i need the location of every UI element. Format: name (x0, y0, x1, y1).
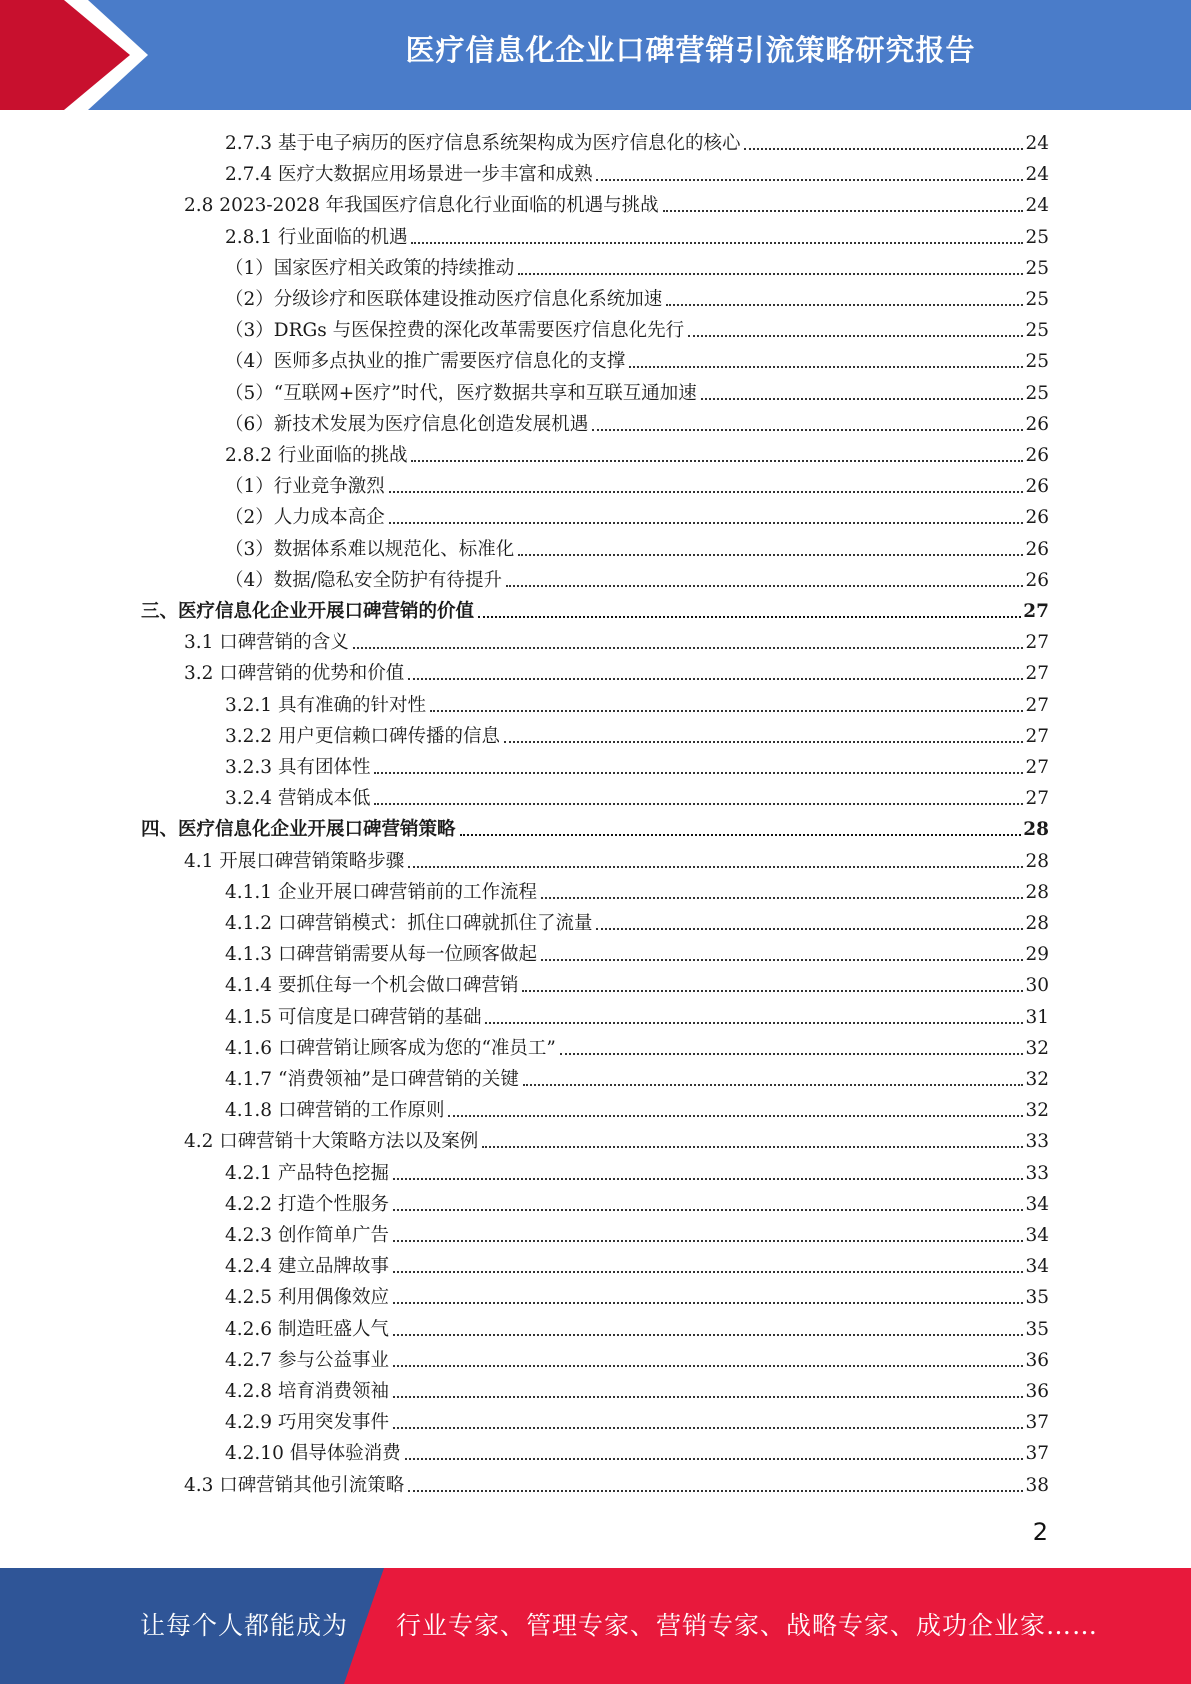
page-footer (0, 1568, 1191, 1684)
toc-dot-leader (596, 927, 1023, 930)
toc-entry-page: 25 (1025, 382, 1049, 404)
toc-dot-leader (506, 584, 1023, 587)
toc-entry[interactable] (225, 438, 1049, 469)
toc-entry-page: 28 (1023, 819, 1049, 841)
report-title: 医疗信息化企业口碑营销引流策略研究报告 (405, 33, 976, 67)
toc-entry-page: 33 (1025, 1162, 1049, 1184)
toc-entry-title: 4.2.5 利用偶像效应 (225, 1287, 389, 1309)
toc-entry-page: 37 (1025, 1412, 1049, 1434)
toc-dot-leader (596, 178, 1023, 181)
toc-entry[interactable] (225, 469, 1049, 500)
toc-entry[interactable] (225, 500, 1049, 531)
toc-entry[interactable] (225, 906, 1049, 937)
toc-entry-title: 3.2.2 用户更信赖口碑传播的信息 (225, 725, 500, 747)
page-number: 2 (1032, 1518, 1048, 1546)
toc-entry-page: 26 (1025, 413, 1049, 435)
toc-entry-title: （2）人力成本高企 (225, 507, 385, 529)
toc-entry[interactable] (225, 1093, 1049, 1124)
toc-entry-title: 4.1.2 口碑营销模式：抓住口碑就抓住了流量 (225, 913, 593, 934)
toc-entry-page: 24 (1025, 133, 1049, 154)
toc-entry[interactable] (225, 532, 1049, 563)
toc-entry-title: 3.2.1 具有准确的针对性 (225, 694, 426, 716)
toc-entry-page: 25 (1025, 226, 1049, 248)
toc-entry-page: 31 (1025, 1006, 1049, 1028)
toc-entry-page: 28 (1025, 913, 1049, 934)
toc-entry-page: 26 (1025, 476, 1049, 498)
toc-entry-page: 30 (1025, 975, 1049, 997)
toc-entry-title: 3.2.4 营销成本低 (225, 788, 371, 810)
toc-entry-page: 26 (1025, 538, 1049, 560)
toc-dot-leader (408, 1489, 1023, 1492)
toc-entry-page: 37 (1025, 1443, 1049, 1465)
toc-entry-page: 34 (1025, 1256, 1049, 1278)
toc-entry-title: 4.2.6 制造旺盛人气 (225, 1318, 389, 1340)
toc-entry[interactable] (225, 1436, 1049, 1467)
toc-entry[interactable] (184, 656, 1049, 687)
toc-dot-leader (411, 241, 1023, 244)
toc-dot-leader (353, 646, 1024, 649)
toc-entry-title: 4.1.6 口碑营销让顾客成为您的“准员工” (225, 1037, 556, 1059)
toc-dot-leader (411, 459, 1023, 462)
toc-dot-leader (393, 1270, 1023, 1273)
toc-entry-title: （4）医师多点执业的推广需要医疗信息化的支撑 (225, 351, 626, 373)
toc-entry-page: 28 (1025, 881, 1049, 903)
toc-entry-title: 4.2.7 参与公益事业 (225, 1349, 389, 1371)
toc-entry[interactable] (225, 968, 1049, 999)
toc-entry-title: 4.2.4 建立品牌故事 (225, 1256, 389, 1278)
toc-entry[interactable] (225, 719, 1049, 750)
toc-dot-leader (408, 865, 1023, 868)
toc-entry-page: 26 (1025, 507, 1049, 529)
toc-dot-leader (374, 771, 1023, 774)
toc-entry-title: 4.2.10 倡导体验消费 (225, 1443, 401, 1465)
toc-dot-leader (522, 989, 1023, 992)
toc-dot-leader (393, 1301, 1023, 1304)
toc-entry[interactable] (184, 844, 1049, 875)
toc-entry-title: 4.1 开展口碑营销策略步骤 (184, 850, 405, 872)
toc-entry-page: 34 (1025, 1225, 1049, 1246)
toc-dot-leader (393, 1208, 1023, 1211)
toc-entry-page: 27 (1025, 788, 1049, 810)
toc-dot-leader (629, 365, 1023, 368)
toc-entry-page: 27 (1025, 632, 1049, 654)
toc-entry[interactable] (225, 1218, 1049, 1249)
toc-dot-leader (393, 1177, 1023, 1180)
toc-entry[interactable] (225, 251, 1049, 282)
toc-entry[interactable] (225, 1374, 1049, 1405)
toc-entry-page: 36 (1025, 1381, 1049, 1402)
toc-entry-title: 4.2 口碑营销十大策略方法以及案例 (184, 1131, 479, 1153)
toc-entry-title: 4.2.8 培育消费领袖 (225, 1381, 389, 1402)
toc-entry-page: 26 (1025, 445, 1049, 466)
toc-entry-page: 38 (1025, 1474, 1049, 1496)
toc-entry[interactable] (225, 1249, 1049, 1280)
toc-entry-page: 33 (1025, 1131, 1049, 1153)
toc-dot-leader (560, 1052, 1024, 1055)
toc-entry-page: 27 (1025, 663, 1049, 685)
toc-dot-leader (389, 490, 1024, 493)
toc-entry-page: 24 (1025, 164, 1049, 186)
toc-entry-title: 4.1.4 要抓住每一个机会做口碑营销 (225, 975, 519, 997)
toc-dot-leader (518, 272, 1023, 275)
toc-dot-leader (478, 615, 1021, 618)
toc-entry-title: （3）DRGs 与医保控费的深化改革需要医疗信息化先行 (225, 320, 685, 342)
toc-entry[interactable] (184, 625, 1049, 656)
toc-entry-title: （3）数据体系难以规范化、标准化 (225, 538, 515, 560)
toc-entry[interactable] (225, 1031, 1049, 1062)
toc-dot-leader (518, 553, 1023, 556)
toc-entry[interactable] (225, 157, 1049, 188)
toc-dot-leader (701, 397, 1024, 400)
toc-entry-title: （2）分级诊疗和医联体建设推动医疗信息化系统加速 (225, 289, 663, 310)
toc-entry[interactable] (225, 1156, 1049, 1187)
toc-entry[interactable] (225, 1312, 1049, 1343)
toc-dot-leader (744, 147, 1023, 150)
toc-entry-title: 4.2.2 打造个性服务 (225, 1193, 389, 1215)
toc-entry[interactable] (225, 1280, 1049, 1311)
toc-dot-leader (663, 209, 1024, 212)
toc-entry[interactable] (184, 1124, 1049, 1155)
toc-entry[interactable] (225, 376, 1049, 407)
toc-entry-title: （1）国家医疗相关政策的持续推动 (225, 257, 515, 279)
page-header (0, 0, 1191, 110)
toc-entry-title: 4.3 口碑营销其他引流策略 (184, 1474, 405, 1496)
toc-entry-title: 4.1.8 口碑营销的工作原则 (225, 1100, 445, 1122)
toc-entry[interactable] (225, 875, 1049, 906)
toc-entry[interactable] (225, 688, 1049, 719)
toc-dot-leader (393, 1364, 1023, 1367)
toc-entry-page: 28 (1025, 850, 1049, 872)
toc-entry-title: 4.2.9 巧用突发事件 (225, 1412, 389, 1434)
toc-entry-page: 26 (1025, 569, 1049, 591)
toc-dot-leader (541, 958, 1023, 961)
toc-entry-title: 4.2.3 创作简单广告 (225, 1225, 389, 1246)
toc-entry-page: 32 (1025, 1069, 1049, 1090)
toc-entry-page: 24 (1025, 195, 1049, 217)
toc-entry-title: （6）新技术发展为医疗信息化创造发展机遇 (225, 413, 589, 435)
toc-dot-leader (482, 1145, 1023, 1148)
toc-entry[interactable] (225, 282, 1049, 313)
footer-slogan-right: 行业专家、管理专家、营销专家、战略专家、成功企业家…… (396, 1611, 1099, 1640)
toc-entry-page: 27 (1025, 725, 1049, 747)
toc-dot-leader (485, 1021, 1023, 1024)
toc-dot-leader (430, 709, 1023, 712)
toc-entry-page: 25 (1025, 257, 1049, 279)
toc-entry[interactable] (225, 313, 1049, 344)
toc-entry-page: 32 (1025, 1100, 1049, 1122)
toc-entry-title: 2.8.1 行业面临的机遇 (225, 226, 408, 248)
toc-entry-page: 35 (1025, 1318, 1049, 1340)
toc-entry-page: 35 (1025, 1287, 1049, 1309)
toc-dot-leader (393, 1426, 1023, 1429)
footer-slogan-left: 让每个人都能成为 (140, 1611, 349, 1640)
toc-dot-leader (448, 1114, 1023, 1117)
toc-entry[interactable] (225, 750, 1049, 781)
toc-dot-leader (666, 303, 1023, 306)
toc-dot-leader (688, 334, 1023, 337)
toc-entry[interactable] (184, 188, 1049, 219)
toc-entry[interactable] (225, 126, 1049, 157)
toc-entry-title: 2.8 2023-2028 年我国医疗信息化行业面临的机遇与挑战 (184, 195, 659, 217)
toc-entry-title: 4.1.1 企业开展口碑营销前的工作流程 (225, 881, 537, 903)
toc-entry-title: （4）数据/隐私安全防护有待提升 (225, 569, 503, 591)
toc-entry-title: 2.7.4 医疗大数据应用场景进一步丰富和成熟 (225, 164, 593, 186)
toc-entry-title: 3.1 口碑营销的含义 (184, 632, 349, 654)
toc-entry[interactable] (225, 344, 1049, 375)
toc-dot-leader (408, 677, 1023, 680)
toc-entry-title: 2.7.3 基于电子病历的医疗信息系统架构成为医疗信息化的核心 (225, 133, 741, 154)
toc-entry[interactable] (225, 937, 1049, 968)
toc-dot-leader (393, 1239, 1023, 1242)
toc-dot-leader (541, 896, 1023, 899)
toc-entry[interactable] (225, 220, 1049, 251)
toc-entry-title: 2.8.2 行业面临的挑战 (225, 445, 408, 466)
toc-entry-page: 27 (1025, 757, 1049, 778)
toc-dot-leader (389, 521, 1024, 524)
toc-entry-page: 32 (1025, 1037, 1049, 1059)
toc-entry[interactable] (225, 1062, 1049, 1093)
toc-dot-leader (592, 428, 1023, 431)
toc-dot-leader (393, 1333, 1023, 1336)
toc-entry-title: 3.2.3 具有团体性 (225, 757, 371, 778)
toc-dot-leader (405, 1457, 1024, 1460)
toc-entry-title: 4.1.3 口碑营销需要从每一位顾客做起 (225, 944, 537, 966)
toc-entry-title: 4.1.5 可信度是口碑营销的基础 (225, 1006, 482, 1028)
toc-entry[interactable] (141, 594, 1049, 625)
toc-entry[interactable] (225, 563, 1049, 594)
toc-dot-leader (460, 833, 1022, 836)
toc-entry-title: （1）行业竞争激烈 (225, 476, 385, 498)
toc-entry-title: 4.2.1 产品特色挖掘 (225, 1162, 389, 1184)
toc-entry-page: 25 (1025, 351, 1049, 373)
toc-entry-page: 25 (1025, 320, 1049, 342)
header-chevron-decoration (0, 0, 160, 110)
toc-entry[interactable] (225, 1000, 1049, 1031)
toc-entry-title: （5）“互联网+医疗”时代，医疗数据共享和互联互通加速 (225, 382, 697, 404)
toc-entry[interactable] (225, 1187, 1049, 1218)
toc-dot-leader (393, 1395, 1023, 1398)
toc-entry[interactable] (225, 1343, 1049, 1374)
toc-dot-leader (504, 740, 1023, 743)
toc-entry-page: 34 (1025, 1193, 1049, 1215)
toc-entry-title: 4.1.7 “消费领袖”是口碑营销的关键 (225, 1069, 519, 1090)
toc-entry-page: 29 (1025, 944, 1049, 966)
toc-entry[interactable] (225, 407, 1049, 438)
toc-entry-page: 25 (1025, 289, 1049, 310)
toc-entry[interactable] (184, 1468, 1049, 1499)
toc-entry-title: 三、医疗信息化企业开展口碑营销的价值 (141, 601, 475, 622)
toc-dot-leader (374, 802, 1023, 805)
toc-entry-page: 27 (1025, 694, 1049, 716)
toc-entry-page: 36 (1025, 1349, 1049, 1371)
toc-entry-page: 27 (1023, 601, 1049, 622)
toc-entry[interactable] (225, 781, 1049, 812)
toc-dot-leader (523, 1083, 1024, 1086)
toc-entry[interactable] (225, 1405, 1049, 1436)
toc-entry-title: 四、医疗信息化企业开展口碑营销策略 (141, 819, 456, 841)
toc-entry[interactable] (141, 812, 1049, 843)
toc-entry-title: 3.2 口碑营销的优势和价值 (184, 663, 405, 685)
